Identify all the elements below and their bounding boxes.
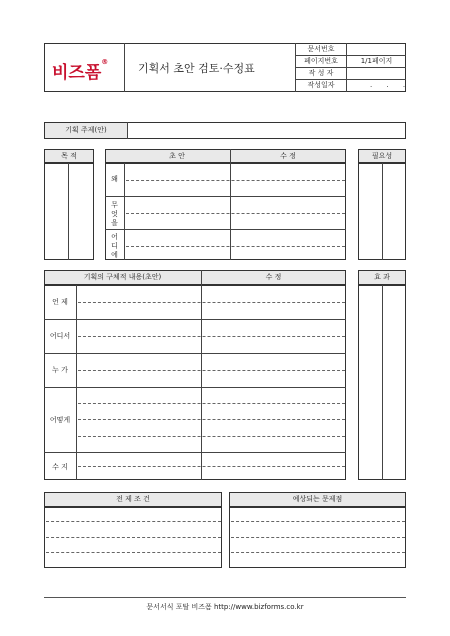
row-label-budget: 수 지 [52,463,68,471]
theme-label: 기획 주제(안) [65,126,107,134]
registered-mark-icon: ® [101,58,109,66]
premise-header: 전 제 조 건 [116,495,150,503]
logo [52,58,108,83]
meta-value-date[interactable]: . . . [370,81,412,89]
meta-label-doc-number: 문서번호 [307,45,335,53]
revision2-header: 수 정 [265,273,282,281]
row-label-when: 언 제 [52,298,68,306]
content-header: 기획의 구체적 내용(초안) [83,273,162,281]
row-label-where: 어 디 에 [111,233,118,259]
row-label-how: 어떻게 [49,416,71,424]
revision-header: 수 정 [280,152,296,160]
footer-text[interactable]: 문서서식 포탈 비즈폼 http://www.bizforms.co.kr [146,603,304,611]
content-box [44,285,346,480]
row-label-where2: 어디서 [49,332,71,340]
meta-label-author: 작 성 자 [308,69,334,77]
purpose-box[interactable] [44,163,94,260]
meta-label-page-number: 페이지번호 [304,57,338,65]
logo-text: 비즈폼 [52,63,102,83]
issues-header: 예상되는 문제점 [292,495,343,503]
footer-divider [44,597,406,598]
effect-header: 효 과 [374,273,390,281]
row-label-who: 누 가 [52,366,68,374]
row-label-what: 무 엇 을 [111,201,118,227]
necessity-header: 필요성 [371,152,393,160]
meta-label-date: 작성일자 [307,81,335,89]
meta-value-page-number: 1/1페이지 [360,57,393,65]
draft-header: 초 안 [169,152,185,160]
form-title: 기획서 초안 검토·수정표 [138,62,255,75]
purpose-header: 목 적 [61,152,77,160]
row-label-why: 왜 [111,175,118,183]
